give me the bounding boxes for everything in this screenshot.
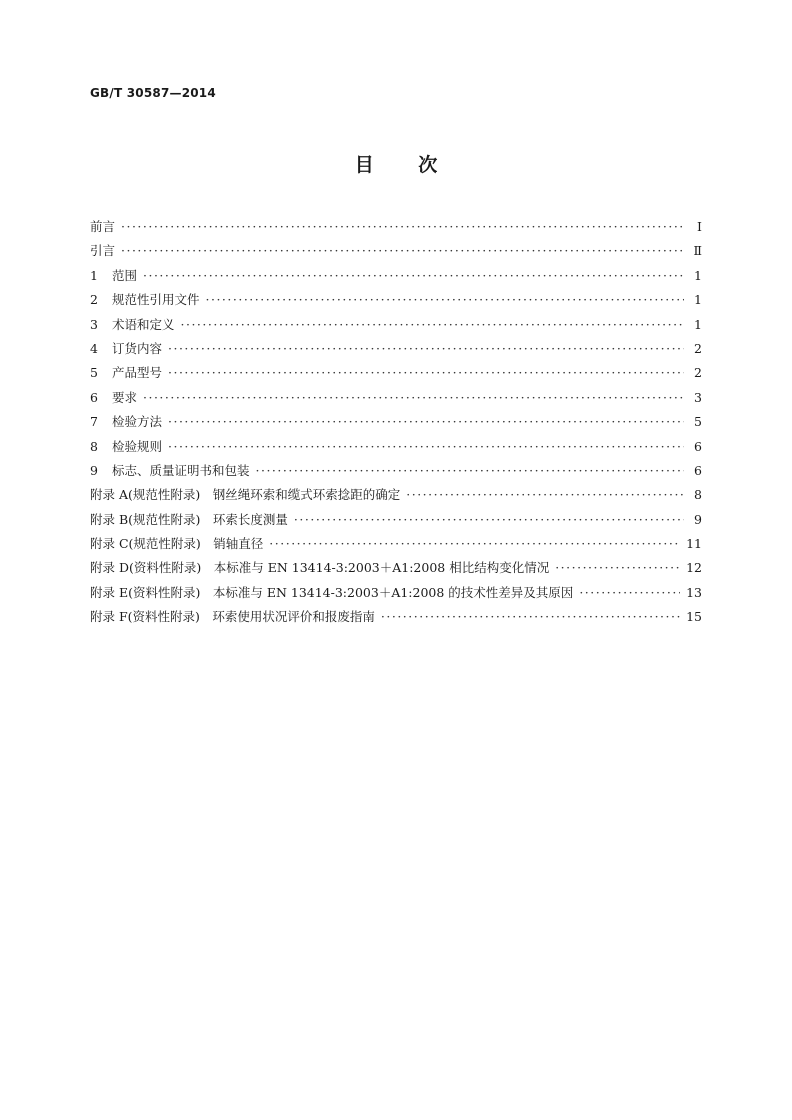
- toc-entry-label: 范围: [112, 267, 138, 283]
- toc-entry-page-number: 2: [694, 365, 702, 381]
- toc-entry[interactable]: [90, 239, 702, 263]
- toc-entry-number: 6: [90, 389, 98, 405]
- toc-entry-number: 9: [90, 462, 98, 478]
- toc-entry-label: 要求: [112, 389, 138, 405]
- table-of-contents: [90, 215, 702, 630]
- toc-entry-label: 标志、质量证明书和包装: [112, 462, 250, 478]
- dot-leader: [555, 556, 680, 580]
- toc-entry-number: 7: [90, 414, 98, 430]
- dot-leader: [121, 239, 684, 263]
- toc-entry[interactable]: [90, 532, 702, 556]
- toc-entry[interactable]: [90, 459, 702, 483]
- toc-entry-page-number: 1: [694, 316, 702, 332]
- toc-entry-page-number: 1: [694, 292, 702, 308]
- toc-entry[interactable]: [90, 508, 702, 532]
- toc-entry-number: 5: [90, 365, 98, 381]
- dot-leader: [269, 532, 680, 556]
- toc-entry-label: 附录 F(资料性附录) 环索使用状况评价和报废指南: [90, 609, 375, 625]
- dot-leader: [256, 459, 684, 483]
- toc-entry[interactable]: [90, 581, 702, 605]
- toc-entry-page-number: 2: [694, 340, 702, 356]
- toc-entry-label: 检验规则: [112, 438, 163, 454]
- toc-entry-page-number: 5: [694, 414, 702, 430]
- toc-entry-label: 附录 D(资料性附录) 本标准与 EN 13414-3:2003＋A1:2008 相比结构变化情况: [90, 560, 550, 576]
- toc-entry-page-number: 9: [694, 511, 702, 527]
- toc-entry[interactable]: [90, 361, 702, 385]
- toc-entry[interactable]: [90, 386, 702, 410]
- toc-entry-page-number: 15: [686, 609, 702, 625]
- toc-entry-page-number: Ⅰ: [697, 219, 702, 234]
- toc-entry-number: 3: [90, 316, 98, 332]
- toc-entry-label: 规范性引用文件: [112, 292, 200, 308]
- toc-entry-number: 1: [90, 267, 98, 283]
- dot-leader: [143, 386, 684, 410]
- toc-entry[interactable]: [90, 410, 702, 434]
- dot-leader: [381, 605, 680, 629]
- dot-leader: [121, 215, 684, 239]
- dot-leader: [143, 264, 684, 288]
- dot-leader: [168, 435, 684, 459]
- page-title: 目 次: [354, 154, 438, 176]
- toc-entry-label: 附录 E(资料性附录) 本标准与 EN 13414-3:2003＋A1:2008 的技术性差异及其原因: [90, 584, 574, 600]
- toc-entry[interactable]: [90, 288, 702, 312]
- toc-entry-label: 附录 A(规范性附录) 钢丝绳环索和缆式环索捻距的确定: [90, 487, 401, 503]
- toc-entry[interactable]: [90, 264, 702, 288]
- toc-entry[interactable]: [90, 337, 702, 361]
- toc-entry-page-number: 6: [694, 462, 702, 478]
- toc-entry[interactable]: [90, 556, 702, 580]
- toc-entry-number: 2: [90, 292, 98, 308]
- toc-entry-label: 订货内容: [112, 340, 163, 356]
- toc-entry[interactable]: [90, 605, 702, 629]
- toc-entry-page-number: 8: [694, 487, 702, 503]
- toc-entry[interactable]: [90, 313, 702, 337]
- standard-code: GB/T 30587—2014: [90, 86, 216, 100]
- dot-leader: [168, 361, 684, 385]
- dot-leader: [579, 581, 680, 605]
- toc-entry-page-number: Ⅱ: [693, 243, 702, 259]
- toc-entry-page-number: 13: [686, 584, 702, 600]
- toc-entry-page-number: 3: [694, 389, 702, 405]
- dot-leader: [406, 483, 684, 507]
- toc-entry-label: 引言: [90, 243, 116, 259]
- toc-entry-page-number: 6: [694, 438, 702, 454]
- toc-entry-number: 4: [90, 340, 98, 356]
- toc-entry-label: 产品型号: [112, 365, 163, 381]
- toc-entry-page-number: 1: [694, 267, 702, 283]
- toc-entry[interactable]: [90, 215, 702, 239]
- dot-leader: [206, 288, 684, 312]
- dot-leader: [294, 508, 684, 532]
- dot-leader: [181, 313, 684, 337]
- dot-leader: [168, 337, 684, 361]
- toc-entry-page-number: 11: [686, 536, 702, 552]
- toc-entry-label: 附录 B(规范性附录) 环索长度测量: [90, 511, 288, 527]
- toc-entry-label: 前言: [90, 219, 116, 234]
- dot-leader: [168, 410, 684, 434]
- toc-entry-page-number: 12: [686, 560, 702, 576]
- toc-entry-label: 附录 C(规范性附录) 销轴直径: [90, 536, 264, 552]
- toc-entry[interactable]: [90, 483, 702, 507]
- toc-entry-number: 8: [90, 438, 98, 454]
- toc-entry[interactable]: [90, 435, 702, 459]
- toc-entry-label: 术语和定义: [112, 316, 175, 332]
- toc-entry-label: 检验方法: [112, 414, 163, 430]
